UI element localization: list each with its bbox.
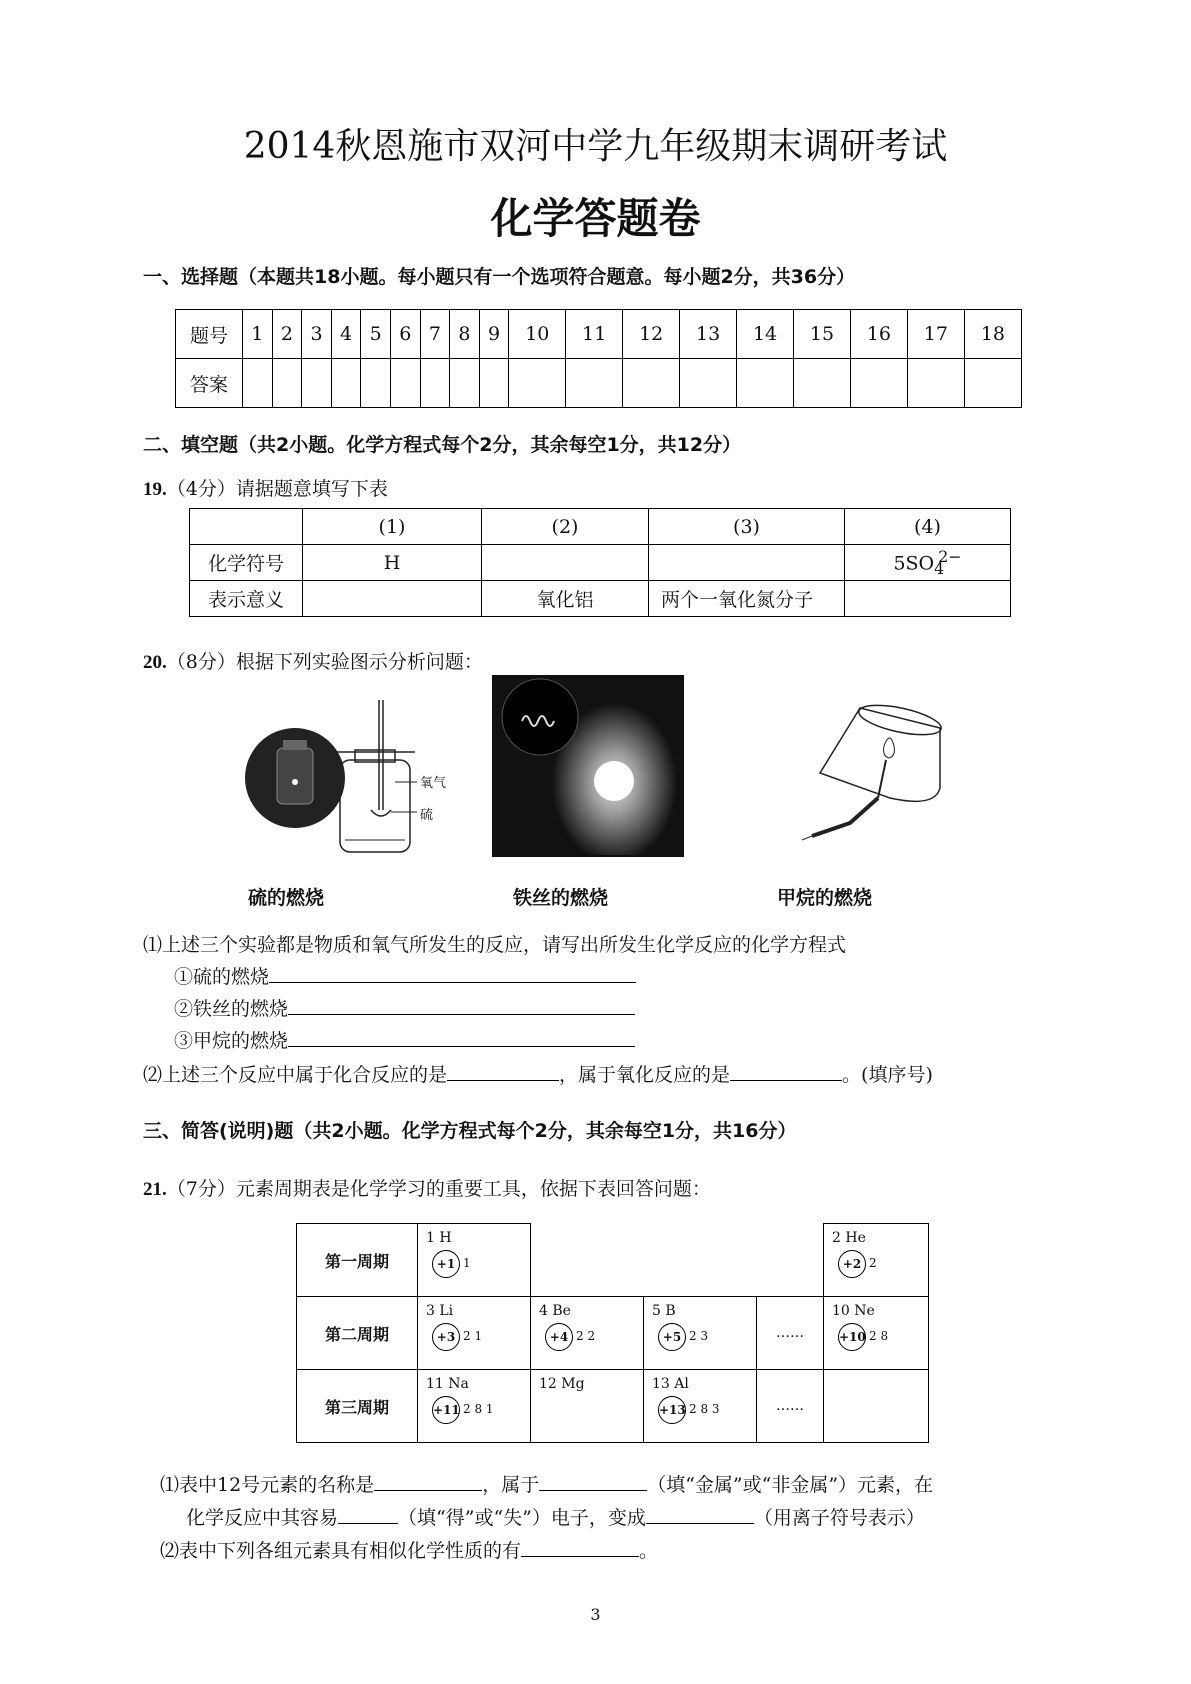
ellipsis-cell: ……	[757, 1297, 824, 1370]
nucleus: +3	[432, 1323, 460, 1351]
element-cell-be: 4 Be +4 2 2	[531, 1297, 644, 1370]
ellipsis-cell: ……	[757, 1370, 824, 1443]
col-header: (3)	[649, 509, 845, 545]
nucleus: +4	[545, 1323, 573, 1351]
answer-grid	[175, 309, 1022, 408]
answer-cell[interactable]	[964, 359, 1021, 408]
period-label: 第三周期	[297, 1370, 418, 1443]
question-number: 9	[479, 310, 509, 359]
caption-iron: 铁丝的燃烧	[513, 887, 609, 909]
section1-heading: 一、选择题（本题共18小题。每小题只有一个选项符合题意。每小题2分，共36分）	[143, 266, 856, 288]
question-number: 5	[361, 310, 391, 359]
symbol-meaning-table	[189, 508, 1011, 617]
symbol-cell: $5SO_4^{2-}$	[845, 545, 1011, 581]
answer-cell[interactable]	[566, 359, 623, 408]
element-cell-mg: 12 Mg	[531, 1370, 644, 1443]
answer-blank[interactable]	[646, 1523, 754, 1524]
answer-cell[interactable]	[302, 359, 332, 408]
question-number: 13	[680, 310, 737, 359]
answer-cell[interactable]	[737, 359, 794, 408]
answer-cell[interactable]	[509, 359, 566, 408]
q21-part1-line1: ⑴表中12号元素的名称是 ，属于 （填“金属”或“非金属”）元素，在	[160, 1474, 934, 1496]
section2-heading: 二、填空题（共2小题。化学方程式每个2分，其余每空1分，共12分）	[143, 434, 742, 456]
nucleus: +5	[658, 1323, 686, 1351]
answer-cell[interactable]	[794, 359, 851, 408]
question-number: 3	[302, 310, 332, 359]
answer-blank[interactable]	[447, 1080, 559, 1081]
symbol-cell[interactable]	[649, 545, 845, 581]
answer-blank[interactable]	[269, 982, 636, 983]
meaning-cell: 两个一氧化氮分子	[649, 581, 845, 617]
question-number: 2	[272, 310, 302, 359]
answer-blank[interactable]	[539, 1490, 647, 1491]
question-number: 10	[509, 310, 566, 359]
q21-part2: ⑵表中下列各组元素具有相似化学性质的有 。	[160, 1540, 659, 1562]
answer-cell[interactable]	[623, 359, 680, 408]
meaning-cell[interactable]	[303, 581, 482, 617]
question-number: 11	[566, 310, 623, 359]
answer-blank[interactable]	[521, 1556, 639, 1557]
answer-cell[interactable]	[331, 359, 361, 408]
meaning-cell[interactable]	[845, 581, 1011, 617]
col-header: (4)	[845, 509, 1011, 545]
question-number-row	[176, 310, 1022, 359]
question-19: 19.（4分）请据题意填写下表	[143, 478, 388, 500]
section3-note: （共2小题。化学方程式每个2分，其余每空1分，共16分）	[293, 1120, 797, 1142]
element-cell-b: 5 B +5 2 3	[644, 1297, 757, 1370]
answer-cell[interactable]	[479, 359, 509, 408]
methane-burning-diagram	[800, 698, 960, 848]
row-label: 化学符号	[190, 545, 303, 581]
empty-cell	[824, 1370, 929, 1443]
answer-cell[interactable]	[390, 359, 420, 408]
element-cell-li: 3 Li +3 2 1	[418, 1297, 531, 1370]
nucleus: +10	[838, 1323, 866, 1351]
iron-wire-burning-photo	[492, 675, 684, 857]
section3-heading: 三、简答(说明)题（共2小题。化学方程式每个2分，其余每空1分，共16分）	[143, 1120, 797, 1142]
answer-cell[interactable]	[272, 359, 302, 408]
answer-row	[176, 359, 1022, 408]
period-label: 第二周期	[297, 1297, 418, 1370]
q20-item1: ①硫的燃烧	[174, 962, 636, 989]
section2-note: （共2小题。化学方程式每个2分，其余每空1分，共12分）	[238, 434, 742, 456]
element-cell-h: 1 H +1 1	[418, 1224, 531, 1297]
answer-cell[interactable]	[450, 359, 480, 408]
q20-part1: ⑴上述三个实验都是物质和氧气所发生的反应，请写出所发生化学反应的化学方程式	[143, 934, 847, 956]
row-label: 答案	[176, 359, 243, 408]
page-number: 3	[590, 1605, 601, 1624]
nucleus: +1	[432, 1250, 460, 1278]
question-number: 7	[420, 310, 450, 359]
question-number: 15	[794, 310, 851, 359]
question-number: 1	[243, 310, 273, 359]
caption-sulfur: 硫的燃烧	[248, 887, 325, 909]
answer-blank[interactable]	[730, 1080, 842, 1081]
nucleus: +11	[432, 1396, 460, 1424]
question-number: 14	[737, 310, 794, 359]
nucleus: +13	[658, 1396, 686, 1424]
answer-cell[interactable]	[907, 359, 964, 408]
col-header: (2)	[482, 509, 649, 545]
element-cell-he: 2 He +2 2	[824, 1224, 929, 1297]
answer-cell[interactable]	[420, 359, 450, 408]
answer-blank[interactable]	[338, 1523, 398, 1524]
section1-note: （本题共18小题。每小题只有一个选项符合题意。每小题2分，共36分）	[238, 266, 856, 288]
q20-item2: ②铁丝的燃烧	[174, 994, 635, 1021]
meaning-cell: 氧化铝	[482, 581, 649, 617]
symbol-cell: H	[303, 545, 482, 581]
nucleus: +2	[838, 1250, 866, 1278]
answer-cell[interactable]	[850, 359, 907, 408]
question-number: 16	[850, 310, 907, 359]
question-number: 4	[331, 310, 361, 359]
diagram-label-oxygen: 氧气	[420, 776, 447, 791]
question-21: 21.（7分）元素周期表是化学学习的重要工具，依据下表回答问题：	[143, 1178, 711, 1200]
answer-cell[interactable]	[361, 359, 391, 408]
question-20: 20.（8分）根据下列实验图示分析问题：	[143, 651, 483, 673]
diagram-label-sulfur: 硫	[420, 808, 434, 823]
answer-cell[interactable]	[243, 359, 273, 408]
element-cell-na: 11 Na +11 2 8 1	[418, 1370, 531, 1443]
caption-methane: 甲烷的燃烧	[777, 887, 873, 909]
question-number: 6	[390, 310, 420, 359]
question-number: 8	[450, 310, 480, 359]
q20-item3: ③甲烷的燃烧	[174, 1026, 635, 1053]
answer-blank[interactable]	[288, 1014, 635, 1015]
answer-blank[interactable]	[374, 1490, 482, 1491]
period-label: 第一周期	[297, 1224, 418, 1297]
answer-cell[interactable]	[680, 359, 737, 408]
answer-blank[interactable]	[288, 1046, 635, 1047]
question-number: 17	[907, 310, 964, 359]
element-cell-al: 13 Al +13 2 8 3	[644, 1370, 757, 1443]
question-number: 12	[623, 310, 680, 359]
q21-part1-line2: 化学反应中其容易 （填“得”或“失”）电子，变成 （用离子符号表示）	[186, 1507, 925, 1529]
element-cell-ne: 10 Ne +10 2 8	[824, 1297, 929, 1370]
answer-sheet-title: 化学答题卷	[490, 194, 701, 243]
q20-part2: ⑵上述三个反应中属于化合反应的是 ，属于氧化反应的是 。(填序号)	[143, 1064, 933, 1086]
row-label: 题号	[176, 310, 243, 359]
symbol-cell[interactable]	[482, 545, 649, 581]
row-label: 表示意义	[190, 581, 303, 617]
exam-title: 2014秋恩施市双河中学九年级期末调研考试	[243, 126, 948, 167]
periodic-table	[296, 1223, 929, 1443]
question-number: 18	[964, 310, 1021, 359]
col-header: (1)	[303, 509, 482, 545]
